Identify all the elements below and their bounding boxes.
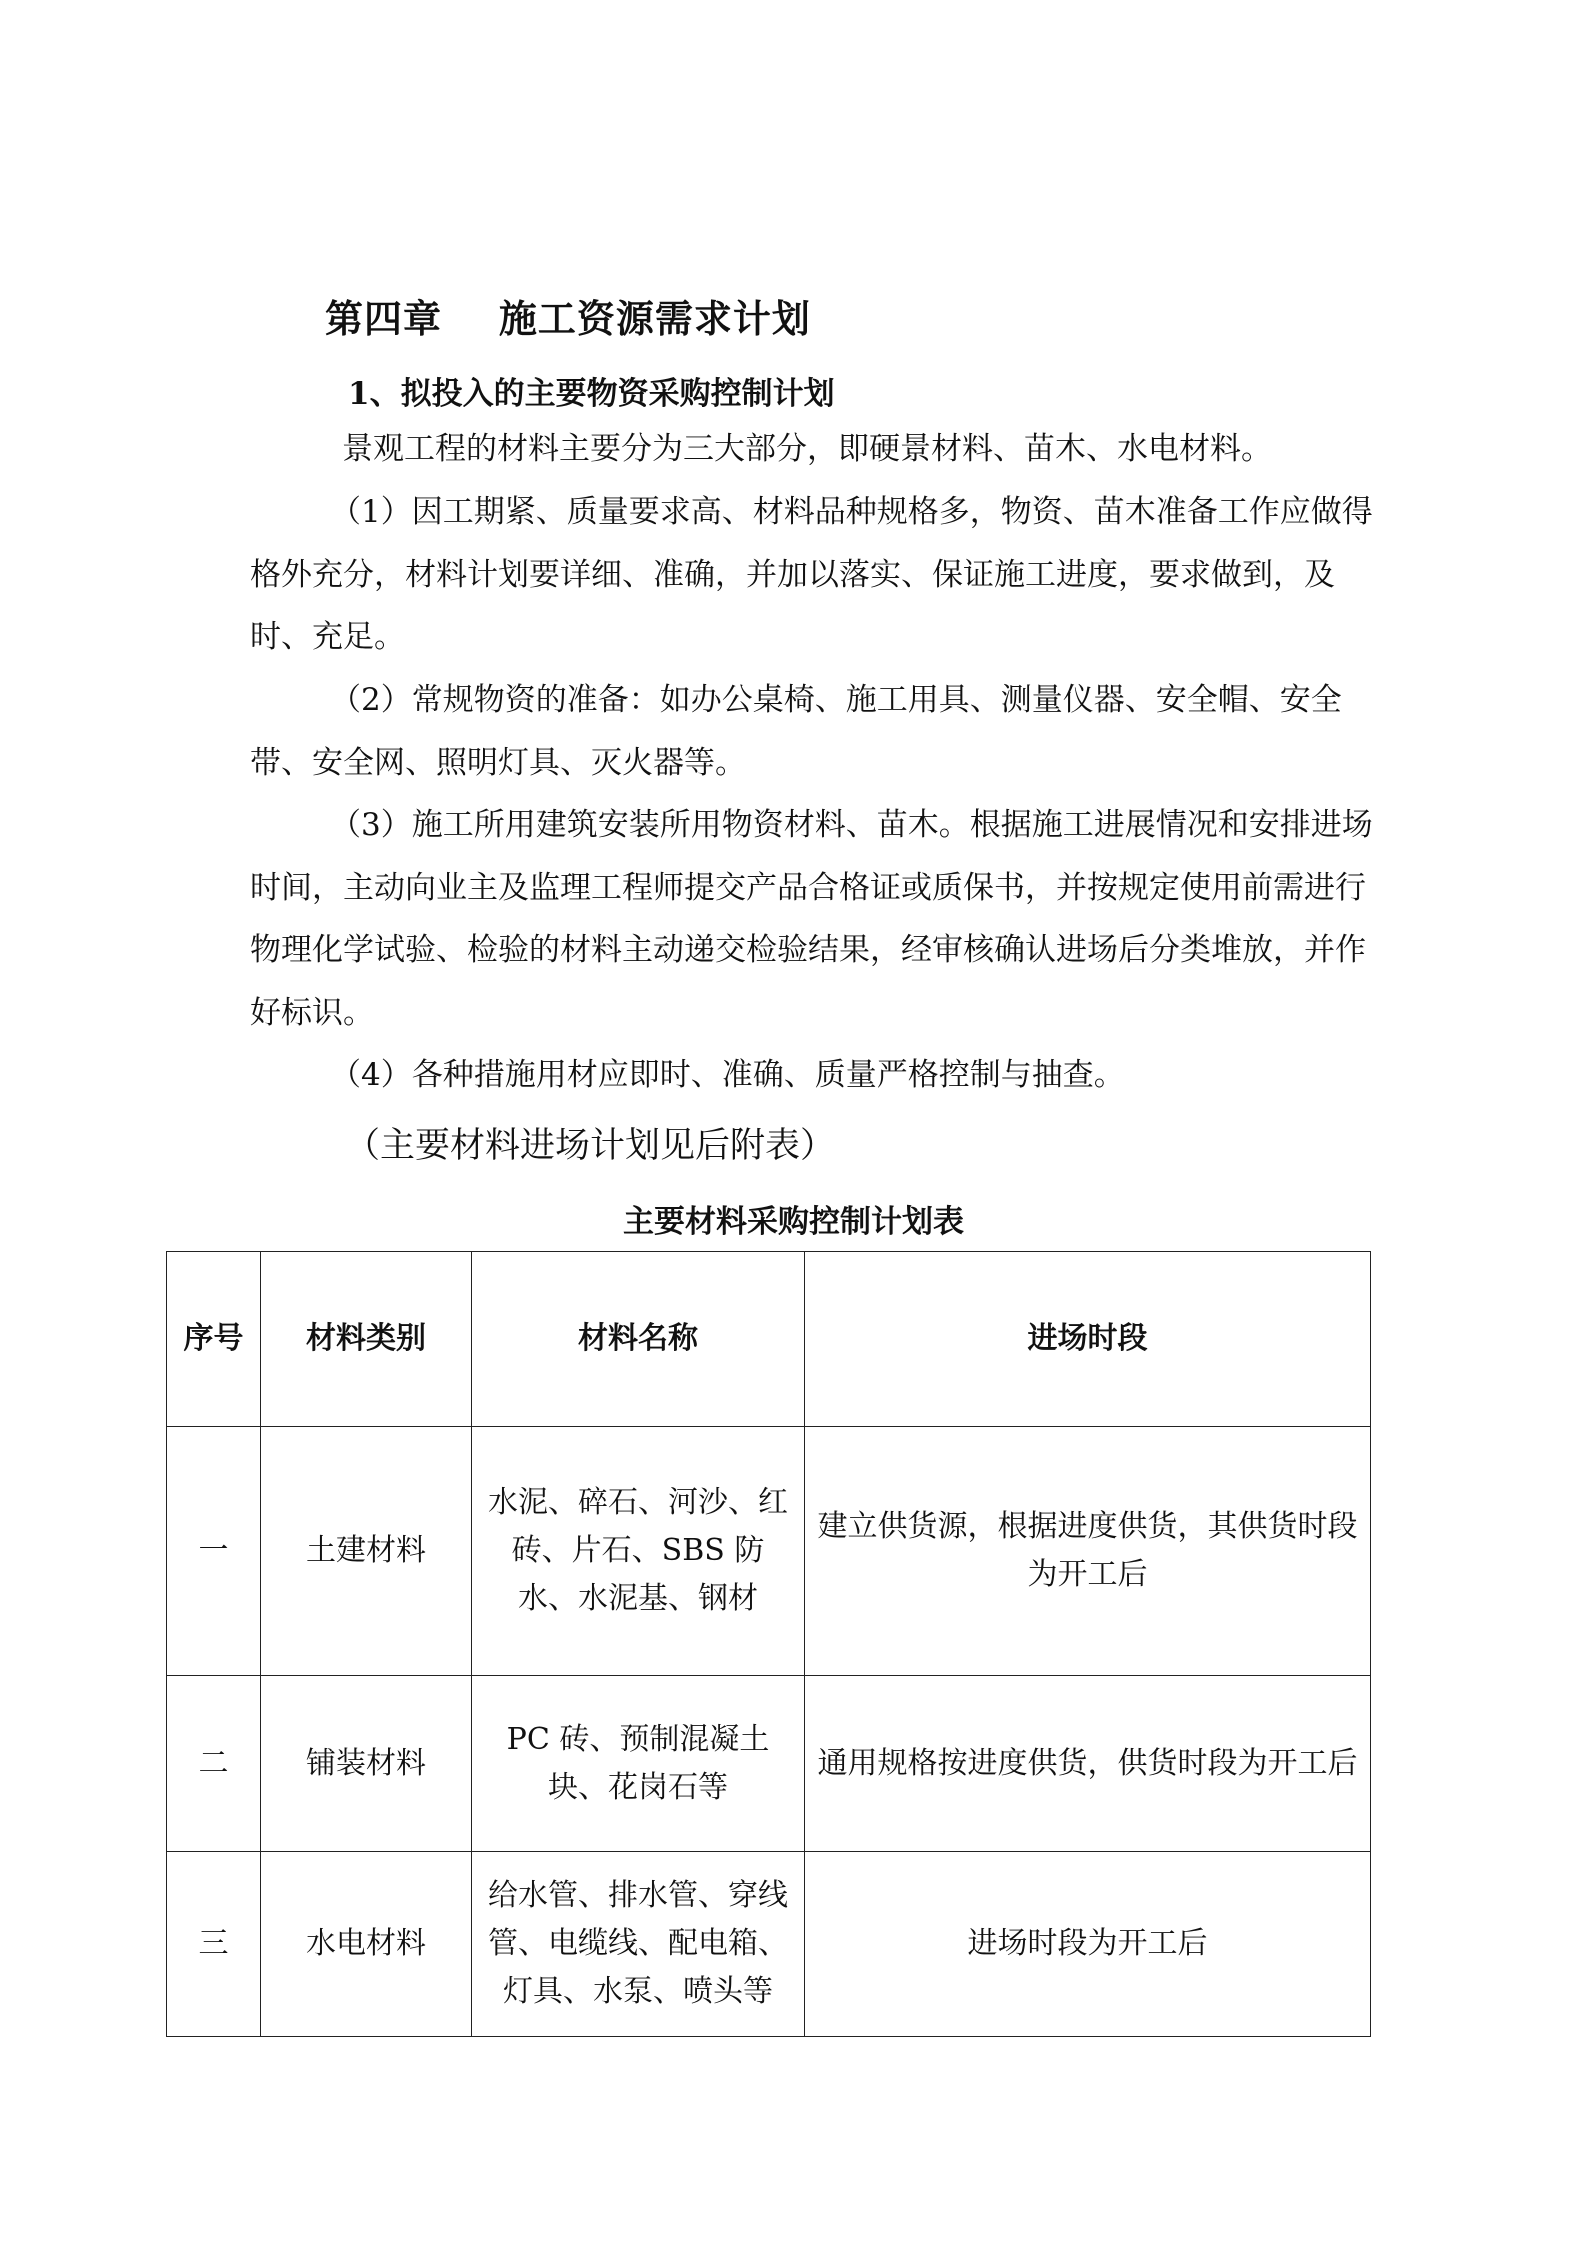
section-heading: 1、拟投入的主要物资采购控制计划 <box>348 376 835 412</box>
table-cell: 三 <box>167 1852 261 2037</box>
header-cell: 进场时段 <box>805 1252 1371 1427</box>
table-cell: 给水管、排水管、穿线管、电缆线、配电箱、灯具、水泵、喷头等 <box>472 1852 805 2037</box>
table-cell: 铺装材料 <box>261 1676 472 1852</box>
table-cell: PC 砖、预制混凝土块、花岗石等 <box>472 1676 805 1852</box>
table-row <box>167 1427 1371 1676</box>
paragraph-item-3: （3）施工所用建筑安装所用物资材料、苗木。根据施工进展情况和安排进场时间，主动向业主及监理工程师提交产品合格证或质保书，并按规定使用前需进行物理化学试验、检验的材料主动递交检验结果，经审核确认进场后分类堆放，并作好标识。 <box>250 807 1373 1031</box>
table-cell: 土建材料 <box>261 1427 472 1676</box>
table-cell: 水泥、碎石、河沙、红砖、片石、SBS 防水、水泥基、钢材 <box>472 1427 805 1676</box>
table-row <box>167 1852 1371 2037</box>
header-cell: 材料名称 <box>472 1252 805 1427</box>
paragraph-item-4: （4）各种措施用材应即时、准确、质量严格控制与抽查。 <box>330 1057 1125 1093</box>
table-title: 主要材料采购控制计划表 <box>623 1204 964 1240</box>
paragraph-item-1: （1）因工期紧、质量要求高、材料品种规格多，物资、苗木准备工作应做得格外充分，材料计划要详细、准确，并加以落实、保证施工进度，要求做到，及时、充足。 <box>250 494 1373 655</box>
table-cell: 进场时段为开工后 <box>805 1852 1371 2037</box>
table-cell: 通用规格按进度供货，供货时段为开工后 <box>805 1676 1371 1852</box>
procurement-table <box>166 1251 1371 2037</box>
header-cell: 序号 <box>167 1252 261 1427</box>
chapter-title: 第四章 施工资源需求计划 <box>325 296 811 341</box>
table-cell: 一 <box>167 1427 261 1676</box>
paragraph-item-2: （2）常规物资的准备：如办公桌椅、施工用具、测量仪器、安全帽、安全带、安全网、照明灯具、灭火器等。 <box>250 682 1342 781</box>
table-reference-note: （主要材料进场计划见后附表） <box>345 1126 836 1166</box>
header-cell: 材料类别 <box>261 1252 472 1427</box>
table-cell: 水电材料 <box>261 1852 472 2037</box>
table-row <box>167 1676 1371 1852</box>
table-cell: 建立供货源，根据进度供货，其供货时段为开工后 <box>805 1427 1371 1676</box>
paragraph-intro: 景观工程的材料主要分为三大部分，即硬景材料、苗木、水电材料。 <box>342 431 1272 467</box>
table-cell: 二 <box>167 1676 261 1852</box>
table-header-row <box>167 1252 1371 1427</box>
